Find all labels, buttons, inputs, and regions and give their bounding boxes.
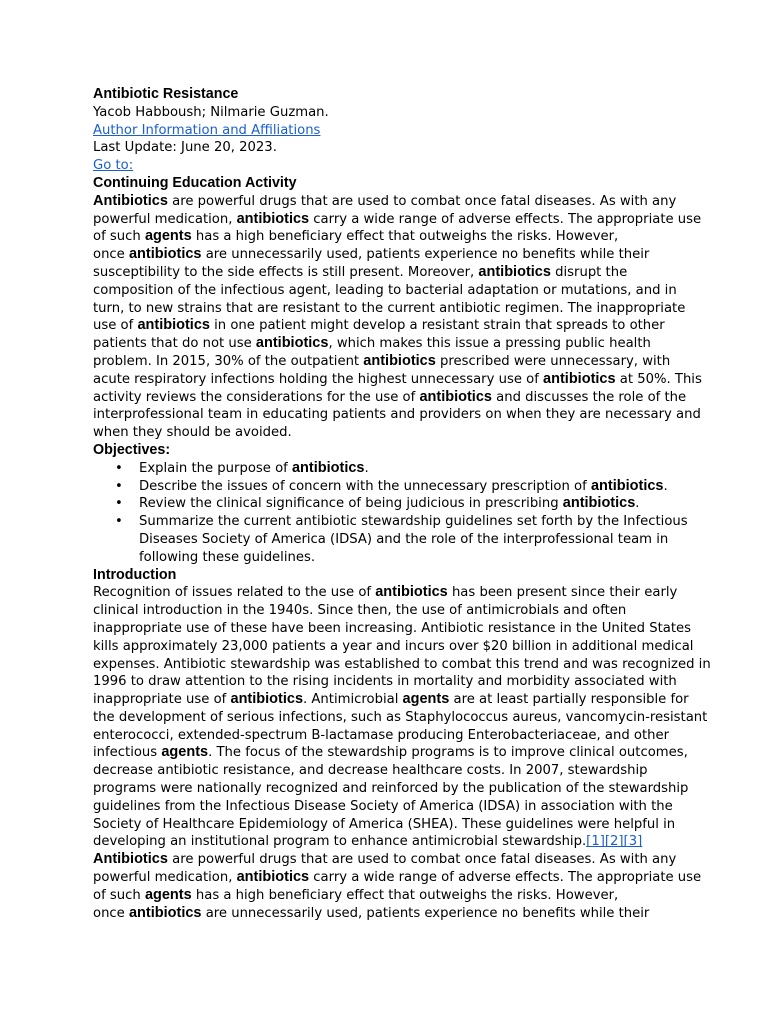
keyword: antibiotics	[543, 370, 616, 387]
article-authors: Yacob Habboush; Nilmarie Guzman.	[93, 104, 329, 120]
text-run: infectious	[93, 745, 162, 761]
text-run: use of	[93, 318, 138, 334]
text-run: 1996 to draw attention to the rising incidents in mortality and morbidity associated with	[93, 674, 677, 690]
text-run: are powerful drugs that are used to combat once fatal diseases. As with any	[167, 852, 677, 868]
text-run: susceptibility to the side effects is still present. Moreover,	[93, 264, 479, 280]
text-run: clinical introduction in the 1940s. Since then, the use of antimicrobials and often	[93, 603, 627, 619]
text-run: at 50%. This	[615, 371, 702, 387]
text-line	[93, 353, 683, 371]
text-run: powerful medication,	[93, 870, 237, 886]
text-run: guidelines from the Infectious Disease Society of America (IDSA) in association with the	[93, 798, 673, 814]
text-run: Review the clinical significance of being judicious in prescribing	[139, 496, 563, 512]
text-run: interprofessional team in educating patients and providers on when they are necessary and	[93, 407, 701, 423]
keyword: antibiotics	[478, 263, 551, 280]
text-line	[93, 406, 701, 424]
keyword: antibiotics	[230, 691, 304, 708]
document-page	[93, 86, 711, 922]
objective-item	[139, 495, 683, 513]
text-run: acute respiratory infections holding the highest unnecessary use of	[93, 371, 544, 387]
text-line	[93, 887, 683, 905]
text-line	[93, 388, 687, 407]
text-line	[93, 709, 708, 727]
text-line	[93, 264, 683, 282]
text-run: of such	[93, 887, 145, 903]
text-run: Describe the issues of concern with the unnecessary prescription of	[139, 478, 591, 494]
text-run: Recognition of issues related to the use of	[93, 585, 376, 601]
text-line	[93, 905, 683, 923]
text-line	[93, 210, 702, 229]
keyword: Antibiotics	[93, 192, 168, 209]
article-title: Antibiotic Resistance	[93, 86, 239, 102]
text-run: are unnecessarily used, patients experience no benefits while their	[201, 905, 650, 921]
text-run: Summarize the current antibiotic stewardship guidelines set forth by the Infectious	[139, 514, 688, 530]
text-run: decrease antibiotic resistance, and decrease healthcare costs. In 2007, stewardship	[93, 763, 648, 779]
text-run: . The focus of the stewardship programs is to improve clinical outcomes,	[208, 745, 688, 761]
text-run: disrupt the	[550, 264, 628, 280]
text-run: , which makes this issue a pressing public health	[328, 336, 651, 352]
text-line	[93, 744, 688, 762]
objectives-heading: Objectives:	[93, 441, 171, 458]
text-run: has been present since their early	[447, 585, 678, 601]
text-run: are powerful drugs that are used to combat once fatal diseases. As with any	[167, 193, 677, 209]
text-run: of such	[93, 229, 145, 245]
text-line	[139, 513, 688, 531]
goto-link[interactable]: Go to:	[93, 158, 134, 174]
text-run: Diseases Society of America (IDSA) and the role of the interprofessional team in	[139, 531, 669, 547]
text-run: carry a wide range of adverse effects. The appropriate use	[309, 211, 702, 227]
keyword: antibiotics	[255, 335, 329, 352]
text-line	[93, 300, 686, 318]
text-run: patients that do not use	[93, 336, 256, 352]
text-run: problem. In 2015, 30% of the outpatient	[93, 353, 364, 369]
text-run: Society of Healthcare Epidemiology of America (SHEA). These guidelines were helpful in	[93, 816, 676, 832]
text-line	[93, 780, 689, 798]
text-run: . Antimicrobial	[303, 692, 403, 708]
ce-heading: Continuing Education Activity	[93, 174, 297, 191]
ce-paragraph	[93, 192, 702, 442]
text-run: once	[93, 247, 129, 263]
text-run: kills approximately 23,000 patients a year and incurs over $20 billion in additional medical	[93, 638, 694, 654]
objective-item	[139, 460, 683, 478]
text-line	[139, 531, 683, 549]
citation-link[interactable]: [2]	[604, 834, 624, 850]
text-run: turn, to new strains that are resistant to the current antibiotic regimen. The inappropriate	[93, 300, 686, 316]
text-run: activity reviews the considerations for the use of	[93, 389, 420, 405]
text-run: has a high beneficiary effect that outweighs the risks. However,	[191, 229, 619, 245]
objective-item	[139, 513, 688, 566]
text-line	[93, 727, 683, 745]
text-line	[93, 602, 683, 620]
text-run: .	[635, 496, 640, 512]
text-line	[93, 869, 702, 887]
text-line	[93, 673, 683, 691]
keyword: agents	[144, 228, 192, 245]
last-update: Last Update: June 20, 2023.	[93, 140, 277, 156]
keyword: antibiotics	[291, 459, 365, 476]
text-line	[93, 246, 683, 264]
text-run: when they should be avoided.	[93, 425, 292, 441]
keyword: antibiotics	[128, 246, 202, 263]
text-run: programs were nationally recognized and reinforced by the publication of the stewardship	[93, 781, 689, 797]
text-line	[139, 460, 683, 478]
keyword: antibiotics	[590, 477, 664, 494]
text-run: in one patient might develop a resistant strain that spreads to other	[209, 318, 665, 334]
text-line	[139, 478, 683, 496]
text-line	[93, 798, 683, 816]
text-run: expenses. Antibiotic stewardship was established to combat this trend and was recognized in	[93, 656, 711, 672]
text-line	[93, 370, 702, 389]
text-run: Explain the purpose of	[139, 460, 292, 476]
objective-item	[139, 478, 683, 496]
text-run: developing an institutional program to enhance antimicrobial stewardship.	[93, 834, 587, 850]
introduction-paragraph	[93, 584, 711, 922]
text-run: and discusses the role of the	[491, 389, 687, 405]
text-run: composition of the infectious agent, leading to bacterial adaptation or mutations, and in	[93, 282, 677, 298]
text-run: inappropriate use of these have been increasing. Antibiotic resistance in the United States	[93, 620, 692, 636]
text-line	[139, 495, 683, 513]
text-line	[93, 317, 683, 335]
text-line	[93, 193, 683, 211]
text-run: once	[93, 905, 129, 921]
objectives-list	[93, 459, 688, 567]
keyword: antibiotics	[419, 388, 492, 405]
text-line	[93, 833, 683, 851]
text-run: are at least partially responsible for	[449, 692, 689, 708]
keyword: antibiotics	[236, 210, 310, 227]
text-run: has a high beneficiary effect that outweighs the risks. However,	[191, 887, 619, 903]
keyword: agents	[161, 744, 209, 761]
text-line	[93, 620, 692, 638]
text-line	[93, 584, 683, 602]
text-run: prescribed were unnecessary, with	[435, 353, 671, 369]
text-run: .	[663, 478, 668, 494]
author-info-link[interactable]: Author Information and Affiliations	[93, 122, 321, 138]
text-run: enterococci, extended-spectrum B-lactamase producing Enterobacteriaceae, and other	[93, 727, 670, 743]
keyword: antibiotics	[236, 869, 310, 886]
keyword: antibiotics	[562, 495, 636, 512]
citation-link[interactable]: [1]	[586, 834, 605, 850]
text-run: powerful medication,	[93, 211, 237, 227]
citation-link[interactable]: [3]	[623, 834, 643, 850]
text-line	[93, 816, 683, 834]
text-line	[93, 851, 683, 869]
text-line	[93, 335, 683, 353]
keyword: Antibiotics	[93, 851, 168, 868]
text-line	[93, 228, 683, 246]
introduction-heading: Introduction	[93, 566, 177, 583]
text-line	[93, 691, 689, 709]
keyword: antibiotics	[363, 352, 436, 369]
text-run: carry a wide range of adverse effects. The appropriate use	[309, 870, 702, 886]
keyword: antibiotics	[375, 584, 448, 601]
text-line	[93, 762, 683, 780]
keyword: antibiotics	[137, 317, 210, 334]
keyword: antibiotics	[128, 904, 202, 921]
text-line	[93, 638, 694, 656]
text-line	[93, 282, 683, 300]
text-run: following these guidelines.	[139, 549, 316, 565]
text-run: the development of serious infections, such as Staphylococcus aureus, vancomycin-resistant	[93, 709, 708, 725]
keyword: agents	[402, 691, 450, 708]
text-line	[139, 549, 683, 567]
text-line	[93, 656, 711, 674]
text-run: inappropriate use of	[93, 692, 231, 708]
text-line	[93, 424, 683, 442]
text-run: are unnecessarily used, patients experience no benefits while their	[201, 247, 650, 263]
keyword: agents	[144, 886, 192, 903]
text-run: .	[364, 460, 369, 476]
